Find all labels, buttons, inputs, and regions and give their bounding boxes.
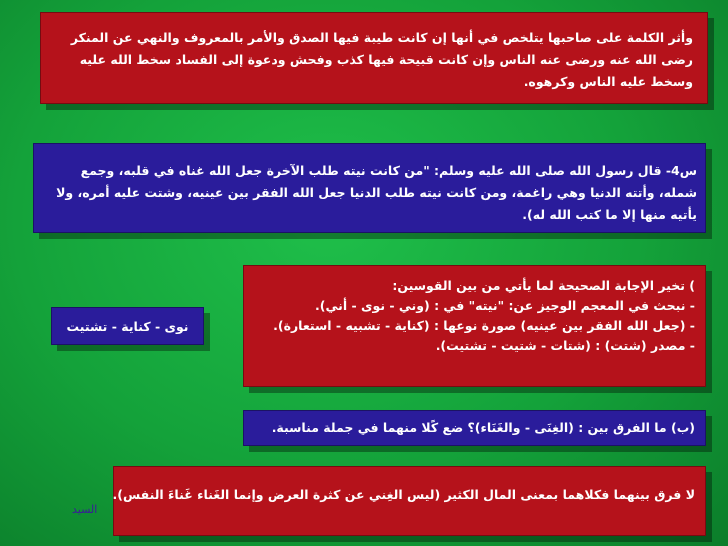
choice-item: - (جعل الله الفقر بين عينيه) صورة نوعها : (كناية - تشبيه - استعارة).	[273, 318, 695, 333]
choice-item: - مصدر (شتت) : (شتات - شتيت - تشتيت).	[435, 338, 695, 353]
question-text: س4- قال رسول الله صلى الله عليه وسلم: "من كانت نيته طلب الآخرة جعل الله غناه في قلبه، وجمع شمله، وأتته الدنيا وهي راغمة، ومن كانت نيته طلب الدنيا جعل الله الفقر بين عينيه، وشتت عليه أمره، ولا يأتيه منها إلا ما كتب الله له).	[56, 163, 697, 222]
author-footer: السيد	[72, 503, 98, 516]
choices-box	[243, 265, 706, 387]
question-box	[33, 143, 706, 233]
answer-box	[51, 307, 204, 345]
choice-item: - نبحث في المعجم الوجيز عن: "نيته" في : (وني - نوى - أني).	[315, 298, 695, 313]
difference-answer-text: لا فرق بينهما فكلاهما بمعنى المال الكثير (ليس الغِني عن كثرة العرض وإنما الغَناء غَناءَ النفس).	[112, 487, 695, 502]
difference-question-box	[243, 410, 706, 446]
choices-instruction: ) تخير الإجابة الصحيحة لما يأتي من بين القوسين:	[392, 278, 695, 293]
difference-question-text: (ب) ما الفرق بين : (الغِنَى - والغَنَاء)؟ ضع كًلا منهما في جملة مناسبة.	[271, 420, 695, 435]
passage-box	[40, 12, 708, 104]
difference-answer-box	[113, 466, 706, 536]
answer-text: نوى - كناية - تشتيت	[66, 318, 189, 334]
passage-text: وأثر الكلمة على صاحبها يتلخص في أنها إن كانت طيبة فيها الصدق والأمر بالمعروف والنهي عن المنكر رضى الله عنه ورضى عنه الناس وإن كانت قبيحة فيها كذب وفحش ودعوة إلى الفساد سخط الله عليه وسخط عليه الناس وكرهوه.	[70, 30, 693, 89]
